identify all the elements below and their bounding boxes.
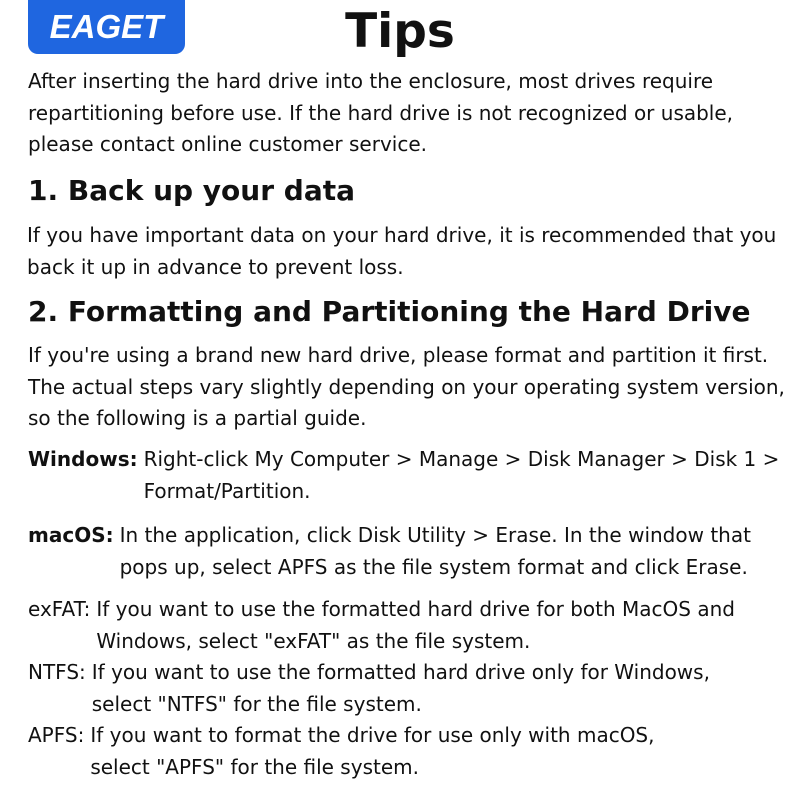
windows-instructions	[28, 444, 779, 507]
section-2-heading: 2. Formatting and Partitioning the Hard Drive	[28, 295, 751, 328]
section-1-heading: 1. Back up your data	[28, 174, 355, 207]
apfs-label: APFS:	[28, 723, 85, 747]
brand-logo-text: EAGET	[49, 8, 164, 45]
exfat-label: exFAT:	[28, 597, 91, 621]
ntfs-label: NTFS:	[28, 660, 86, 684]
section-1-body: If you have important data on your hard drive, it is recommended that you back it up in advance to prevent loss.	[27, 223, 777, 279]
exfat-instructions	[28, 594, 735, 657]
intro-paragraph: After inserting the hard drive into the enclosure, most drives require repartitioning before use. If the hard drive is not recognized or usable, please contact online customer service.	[28, 69, 734, 156]
macos-instructions	[28, 520, 751, 583]
apfs-instructions	[28, 720, 655, 783]
macos-text: In the application, click Disk Utility > Erase. In the window that pops up, select APFS as the file system format and click Erase.	[119, 523, 751, 579]
page-title: Tips	[345, 4, 455, 59]
section-2-body: If you're using a brand new hard drive, please format and partition it first. The actual steps vary slightly depending on your operating system version, so the following is a partial guide.	[28, 343, 785, 430]
ntfs-text: If you want to use the formatted hard drive only for Windows, select "NTFS" for the file system.	[91, 660, 710, 716]
windows-label: Windows:	[28, 447, 138, 471]
macos-label: macOS:	[28, 523, 114, 547]
exfat-text: If you want to use the formatted hard drive for both MacOS and Windows, select "exFAT" as the file system.	[96, 597, 735, 653]
apfs-text: If you want to format the drive for use only with macOS, select "APFS" for the file system.	[90, 723, 655, 779]
windows-text: Right-click My Computer > Manage > Disk Manager > Disk 1 > Format/Partition.	[143, 447, 780, 503]
ntfs-instructions	[28, 657, 710, 720]
